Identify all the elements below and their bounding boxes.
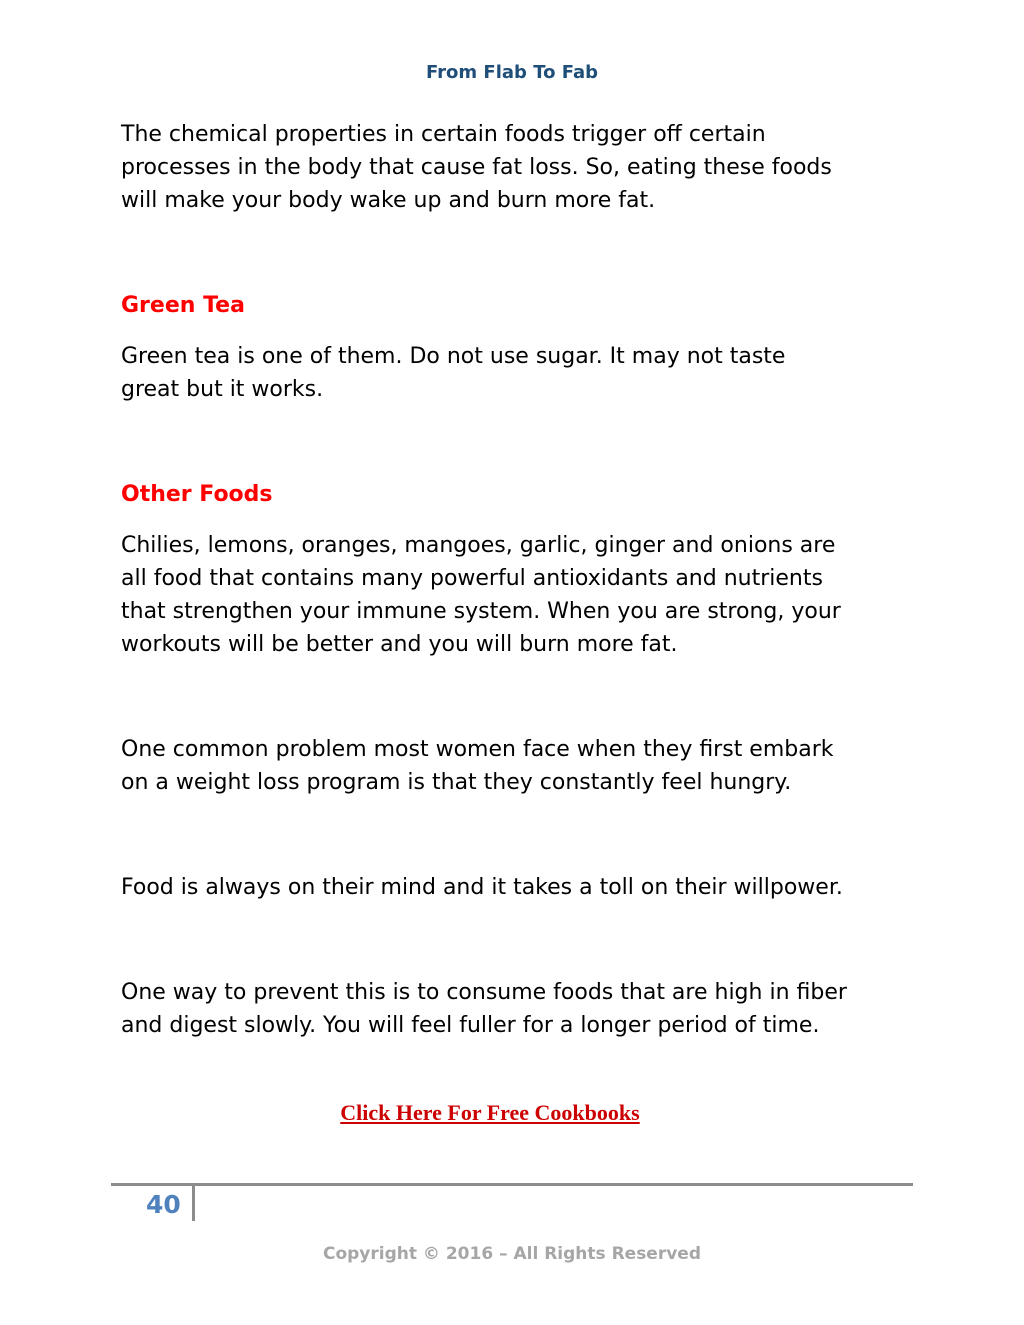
- spacer: [121, 322, 921, 340]
- intro-paragraph: The chemical properties in certain foods trigger off certain processes in the body that cause fat loss. So, eating these foods will make your body wake up and burn more fat.: [121, 122, 832, 213]
- fiber-paragraph: One way to prevent this is to consume foods that are high in fiber and digest slowly. You will feel fuller for a longer period of time.: [121, 980, 847, 1038]
- spacer: [121, 511, 921, 529]
- spacer: [121, 904, 921, 976]
- spacer: [121, 406, 921, 478]
- spacer: [121, 661, 921, 733]
- other-foods-paragraph: Chilies, lemons, oranges, mangoes, garlic, ginger and onions are all food that contains many powerful antioxidants and nutrients that strengthen your immune system. When you are strong, your workouts will be better and you will burn more fat.: [121, 533, 841, 657]
- running-header-title: From Flab To Fab: [426, 62, 598, 83]
- footer-divider: [111, 1183, 913, 1186]
- page-content: [121, 118, 921, 1042]
- section-heading-other-foods: Other Foods: [121, 482, 273, 507]
- page-number-divider: [192, 1186, 195, 1221]
- spacer: [121, 799, 921, 871]
- cta-container: [0, 1100, 980, 1126]
- hunger-paragraph: One common problem most women face when they first embark on a weight loss program is that they constantly feel hungry.: [121, 737, 834, 795]
- spacer: [121, 217, 921, 289]
- copyright-notice: Copyright © 2016 – All Rights Reserved: [322, 1244, 702, 1264]
- free-cookbooks-link[interactable]: Click Here For Free Cookbooks: [340, 1100, 640, 1125]
- willpower-paragraph: Food is always on their mind and it takes a toll on their willpower.: [121, 875, 843, 900]
- page-number: 40: [146, 1190, 181, 1219]
- section-heading-green-tea: Green Tea: [121, 293, 245, 318]
- green-tea-paragraph: Green tea is one of them. Do not use sugar. It may not taste great but it works.: [121, 344, 786, 402]
